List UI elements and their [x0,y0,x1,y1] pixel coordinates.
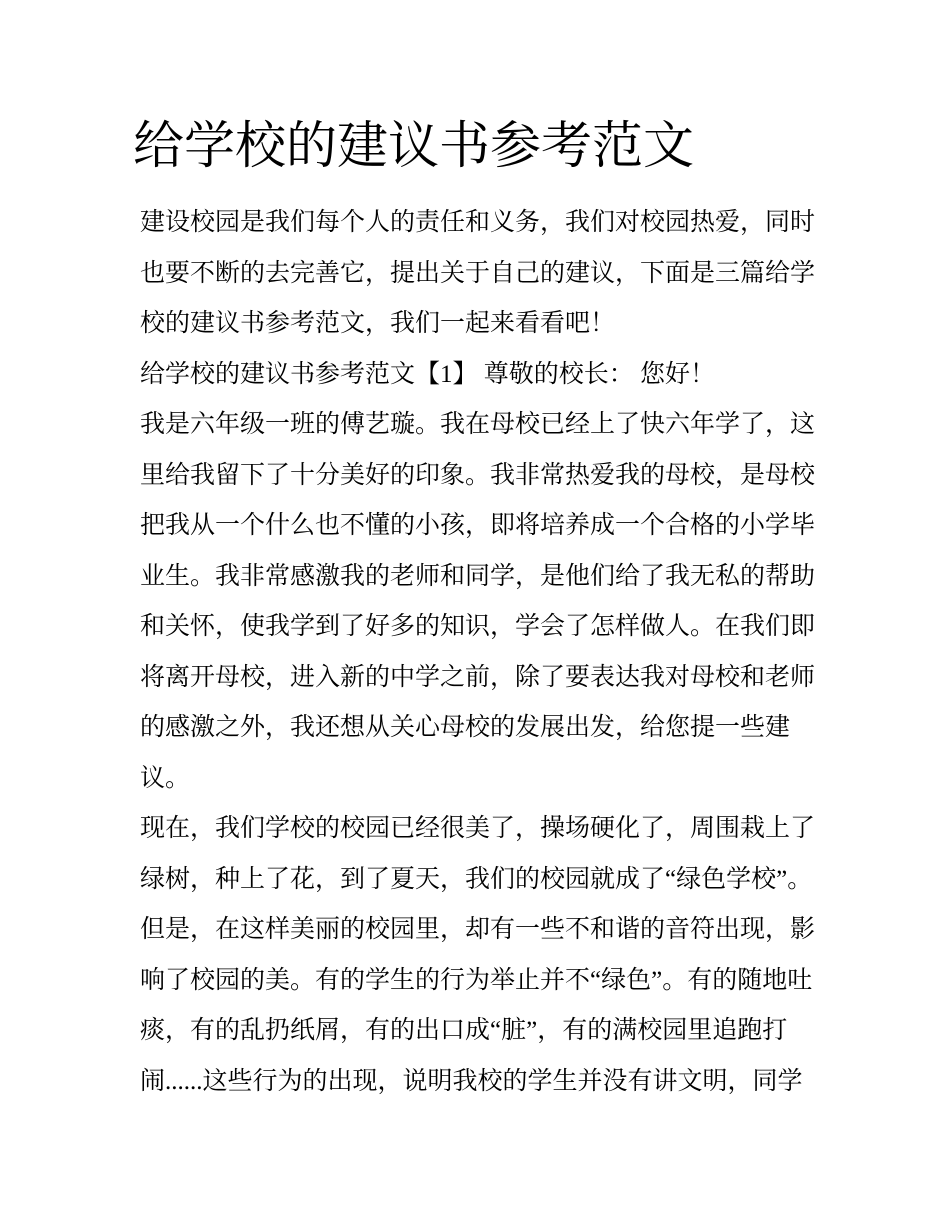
text-line: 响了校园的美。有的学生的行为举止并不“绿色”。有的随地吐 [140,966,813,994]
text-line: 的感激之外，我还想从关心母校的发展出发，给您提一些建 [140,714,791,741]
text-line: 议。 [140,764,191,792]
text-line: 闹......这些行为的出现，说明我校的学生并没有讲文明，同学 [140,1067,803,1095]
paragraph-self-introduction [140,400,900,804]
text-line: 和关怀，使我学到了好多的知识，学会了怎样做人。在我们即 [140,613,816,640]
text-line: 痰，有的乱扔纸屑，有的出口成“脏”，有的满校园里追跑打 [140,1017,788,1044]
text-line: 业生。我非常感激我的老师和同学，是他们给了我无私的帮助 [140,562,816,590]
text-line: 但是，在这样美丽的校园里，却有一些不和谐的音符出现，影 [140,916,816,943]
paragraph-salutation [140,350,900,401]
text-line: 校的建议书参考范文，我们一起来看看吧！ [140,310,616,337]
page-title: 给学校的建议书参考范文 [133,119,695,175]
text-line: 将离开母校，进入新的中学之前，除了要表达我对母校和老师 [140,663,816,691]
paragraph-campus-description [140,804,900,1107]
text-line: 把我从一个什么也不懂的小孩，即将培养成一个合格的小学毕 [140,512,816,539]
text-line: 我是六年级一班的傅艺璇。我在母校已经上了快六年学了，这 [140,411,816,438]
paragraph-intro [140,198,900,350]
text-line: 建设校园是我们每个人的责任和义务，我们对校园热爱，同时 [140,209,816,236]
text-line: 里给我留下了十分美好的印象。我非常热爱我的母校，是母校 [140,461,816,489]
text-line: 给学校的建议书参考范文【1】 尊敬的校长： 您好！ [140,360,716,388]
article-body [140,198,900,1107]
text-line: 绿树，种上了花，到了夏天，我们的校园就成了“绿色学校”。 [140,865,813,893]
text-line: 现在，我们学校的校园已经很美了，操场硬化了，周围栽上了 [140,815,816,842]
text-line: 也要不断的去完善它，提出关于自己的建议，下面是三篇给学 [140,259,816,287]
